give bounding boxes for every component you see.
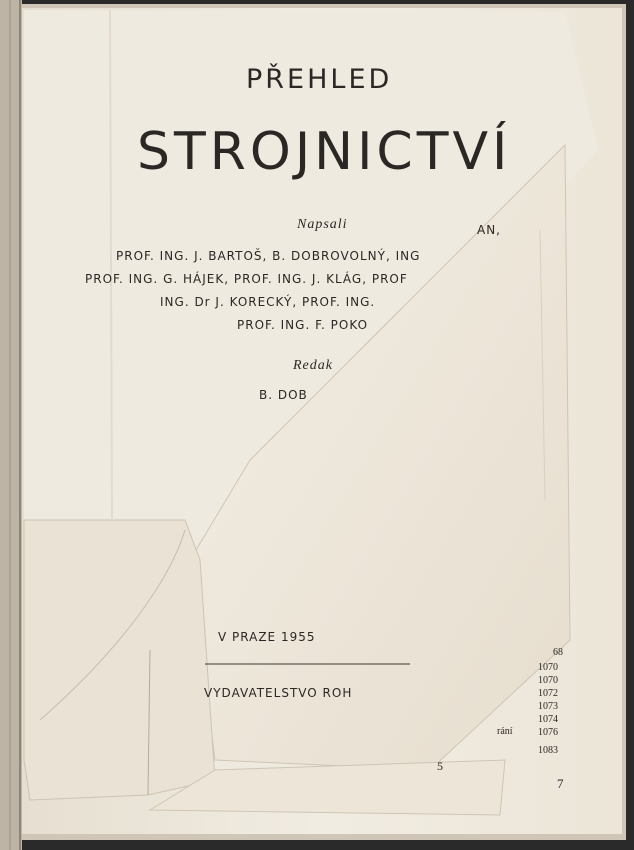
editor-heading: Redak: [293, 358, 333, 373]
toc-number: 1070: [538, 662, 558, 673]
toc-number: 1083: [538, 745, 558, 756]
toc-fragment: rání: [497, 726, 513, 737]
page-title: STROJNICTVÍ: [137, 122, 512, 182]
author-line-1: PROF. ING. J. BARTOŠ, B. DOBROVOLNÝ, ING: [116, 249, 421, 263]
toc-number: 68: [553, 647, 563, 658]
author-line-2: PROF. ING. G. HÁJEK, PROF. ING. J. KLÁG, PROF: [85, 272, 408, 286]
authors-tail: AN,: [477, 223, 501, 237]
toc-number: 1074: [538, 714, 558, 725]
pre-title: PŘEHLED: [246, 64, 393, 95]
toc-number: 1072: [538, 688, 558, 699]
spine: [0, 0, 22, 850]
toc-number: 1070: [538, 675, 558, 686]
authors-heading: Napsali: [297, 217, 348, 232]
author-line-3: ING. Dr J. KORECKÝ, PROF. ING.: [160, 295, 376, 309]
toc-number: 1073: [538, 701, 558, 712]
author-line-4: PROF. ING. F. POKO: [237, 318, 369, 332]
publisher: VYDAVATELSTVO ROH: [204, 686, 353, 700]
folded-page-number: 5: [437, 759, 444, 773]
page-number: 7: [557, 776, 565, 791]
editor-name: B. DOB: [259, 388, 308, 402]
place-year: V PRAZE 1955: [218, 630, 316, 644]
toc-number: 1076: [538, 727, 558, 738]
torn-lower-left: [24, 520, 215, 800]
